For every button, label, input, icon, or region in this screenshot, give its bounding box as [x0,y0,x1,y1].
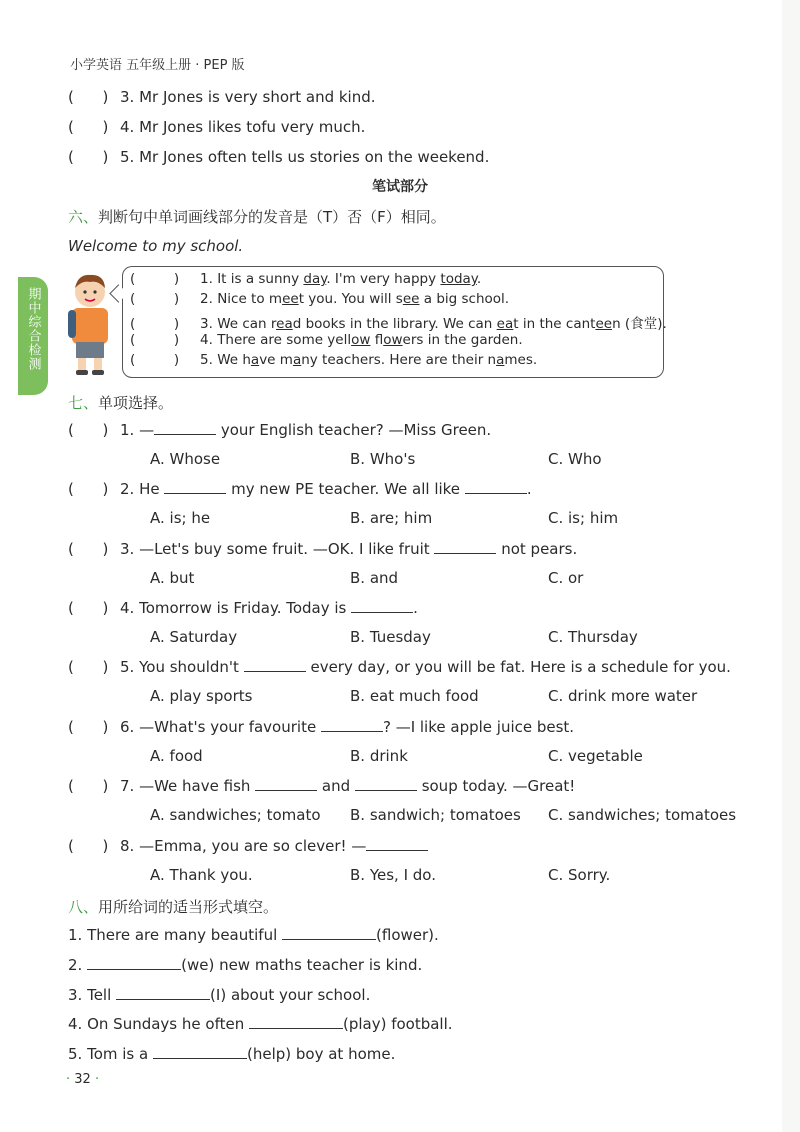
answer-option[interactable]: B. eat much food [350,687,479,705]
answer-option[interactable]: A. play sports [150,687,253,705]
answer-option[interactable]: C. sandwiches; tomatoes [548,806,737,824]
answer-blank[interactable] [154,420,216,435]
answer-option[interactable]: B. Who's [350,450,416,468]
pronunciation-item: ( ) 4. There are some yellow flowers in the garden. [130,332,523,348]
section-7-heading: 七、单项选择。 [68,394,174,412]
fill-in-item: 4. On Sundays he often (play) football. [68,1015,453,1033]
underlined-letters: ow [383,332,403,348]
answer-blank[interactable] [366,836,428,851]
answer-option[interactable]: C. drink more water [548,687,698,705]
answer-option[interactable]: C. Thursday [548,628,638,646]
underlined-letters: a [496,352,505,368]
choice-question: ( ) 1. — your English teacher? —Miss Green. [68,421,492,439]
answer-blank[interactable] [321,717,383,732]
fill-in-item: 1. There are many beautiful (flower). [68,926,439,944]
underlined-letters: a [250,352,260,368]
underlined-letters: a [292,352,302,368]
pronunciation-item: ( ) 5. We have many teachers. Here are their names. [130,352,538,368]
answer-blank[interactable] [351,598,413,613]
section-6-heading: 六、判断句中单词画线部分的发音是（T）否（F）相同。 [68,208,446,226]
answer-option[interactable]: A. Whose [150,450,221,468]
underlined-letters: ea [496,316,514,332]
choice-question: ( ) 5. You shouldn't every day, or you will be fat. Here is a schedule for you. [68,658,731,676]
choice-question: ( ) 3. —Let's buy some fruit. —OK. I like fruit not pears. [68,540,578,558]
section-6-subtitle: Welcome to my school. [68,237,244,255]
answer-blank[interactable] [153,1044,247,1059]
answer-option[interactable]: A. but [150,569,195,587]
answer-option[interactable]: B. drink [350,747,408,765]
page-number: · 32 · [66,1072,100,1087]
written-part-title: 笔试部分 [372,179,428,195]
choice-question: ( ) 6. —What's your favourite ? —I like apple juice best. [68,718,575,736]
answer-blank[interactable] [87,955,181,970]
underlined-letters: ee [595,316,613,332]
underlined-letters: ow [351,332,371,348]
answer-blank[interactable] [355,776,417,791]
underlined-letters: day [303,271,327,287]
choice-question: ( ) 7. —We have fish and soup today. —Great! [68,777,576,795]
underlined-letters: ee [402,291,420,307]
answer-option[interactable]: C. is; him [548,509,619,527]
answer-option[interactable]: B. and [350,569,399,587]
underlined-letters: ea [276,316,293,332]
fill-in-item: 3. Tell (I) about your school. [68,986,371,1004]
section-8-heading: 八、用所给词的适当形式填空。 [68,898,279,916]
answer-option[interactable]: C. Sorry. [548,866,611,884]
answer-blank[interactable] [244,657,306,672]
underlined-letters: today [440,271,477,287]
choice-question: ( ) 4. Tomorrow is Friday. Today is . [68,599,418,617]
listening-item: ( ) 3. Mr Jones is very short and kind. [68,88,376,106]
listening-item: ( ) 5. Mr Jones often tells us stories on the weekend. [68,148,490,166]
pronunciation-item: ( ) 1. It is a sunny day. I'm very happy today. [130,271,482,287]
boy-illustration [64,270,116,376]
answer-blank[interactable] [434,539,496,554]
answer-option[interactable]: A. food [150,747,203,765]
pronunciation-item: ( ) 3. We can read books in the library. We can eat in the canteen (食堂). [130,316,667,332]
fill-in-item: 5. Tom is a (help) boy at home. [68,1045,396,1063]
answer-option[interactable]: C. vegetable [548,747,643,765]
answer-blank[interactable] [249,1014,343,1029]
answer-blank[interactable] [164,479,226,494]
listening-item: ( ) 4. Mr Jones likes tofu very much. [68,118,366,136]
page-header: 小学英语 五年级上册 · PEP 版 [70,58,245,73]
answer-option[interactable]: B. are; him [350,509,433,527]
answer-option[interactable]: C. Who [548,450,602,468]
answer-blank[interactable] [255,776,317,791]
choice-question: ( ) 2. He my new PE teacher. We all like . [68,480,532,498]
answer-option[interactable]: A. Saturday [150,628,238,646]
answer-blank[interactable] [282,925,376,940]
pronunciation-item: ( ) 2. Nice to meet you. You will see a big school. [130,291,510,307]
side-tab-label: 期中综合检测 [25,287,41,371]
answer-blank[interactable] [116,985,210,1000]
underlined-letters: ee [282,291,299,307]
answer-option[interactable]: B. Yes, I do. [350,866,436,884]
answer-blank[interactable] [465,479,527,494]
fill-in-item: 2. (we) new maths teacher is kind. [68,956,423,974]
answer-option[interactable]: C. or [548,569,584,587]
answer-option[interactable]: A. sandwiches; tomato [150,806,321,824]
answer-option[interactable]: A. Thank you. [150,866,253,884]
choice-question: ( ) 8. —Emma, you are so clever! — [68,836,428,855]
answer-option[interactable]: B. Tuesday [350,628,431,646]
side-tab [18,277,48,395]
answer-option[interactable]: B. sandwich; tomatoes [350,806,521,824]
answer-option[interactable]: A. is; he [150,509,211,527]
